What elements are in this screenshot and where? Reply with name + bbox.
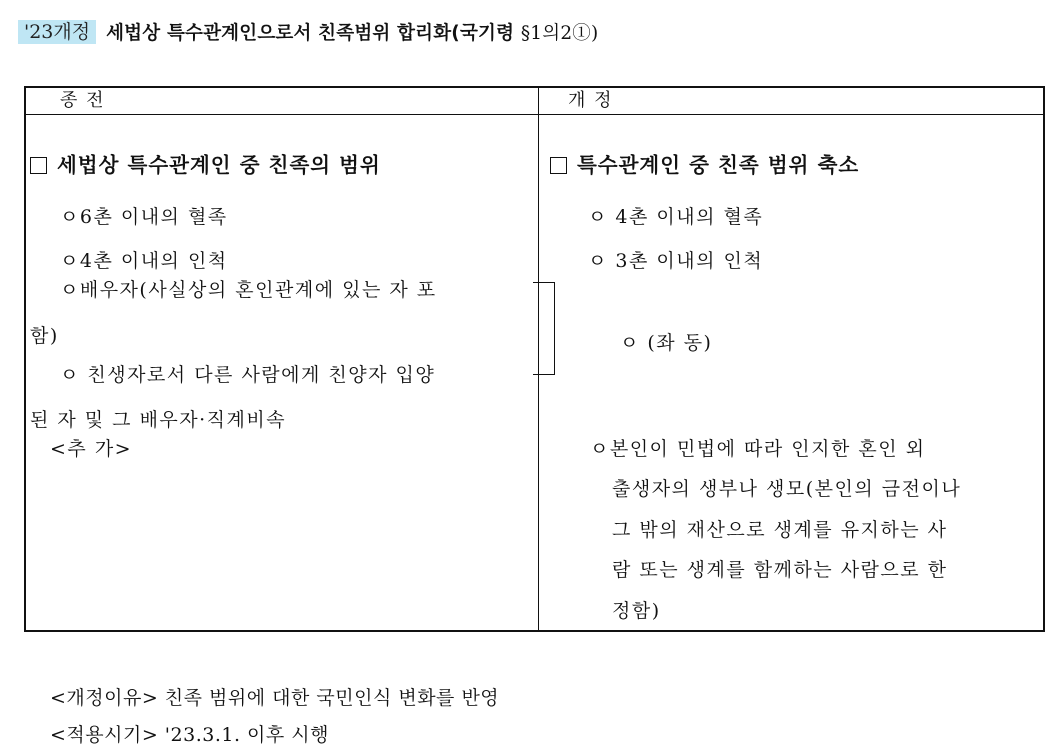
left-item: ㅇ 친생자로서 다른 사람에게 친양자 입양 — [60, 364, 436, 386]
left-item: <추 가> — [50, 438, 133, 460]
checkbox-square-icon — [30, 157, 47, 174]
right-item: 출생자의 생부나 생모(본인의 금전이나 — [612, 478, 962, 500]
title-row — [18, 20, 598, 44]
right-item: ㅇ (좌 동) — [620, 332, 713, 354]
right-heading — [550, 153, 859, 177]
left-item: 함) — [30, 325, 59, 347]
right-item: ㅇ본인이 민법에 따라 인지한 혼인 외 — [590, 438, 926, 460]
title-main: 세법상 특수관계인으로서 친족범위 합리화(국기령 — [106, 23, 521, 44]
right-column-header: 개 정 — [568, 90, 613, 111]
left-heading-text: 세법상 특수관계인 중 친족의 범위 — [57, 153, 381, 177]
comparison-table — [24, 86, 1045, 632]
right-item: ㅇ 4촌 이내의 혈족 — [588, 206, 764, 228]
right-heading-text: 특수관계인 중 친족 범위 축소 — [577, 153, 860, 177]
left-item: ㅇ배우자(사실상의 혼인관계에 있는 자 포 — [60, 279, 437, 301]
header-divider — [26, 114, 1043, 115]
left-column-header: 종 전 — [60, 90, 105, 111]
same-as-left-bracket — [533, 282, 555, 375]
revision-tag: '23개정 — [18, 20, 96, 44]
left-item: ㅇ4촌 이내의 인척 — [60, 250, 228, 272]
right-item: 람 또는 생계를 함께하는 사람으로 한 — [612, 559, 948, 581]
right-item: ㅇ 3촌 이내의 인척 — [588, 250, 764, 272]
page-title — [106, 19, 598, 45]
right-item: 그 밖의 재산으로 생계를 유지하는 사 — [612, 519, 948, 541]
amendment-reason: <개정이유> 친족 범위에 대한 국민인식 변화를 반영 — [50, 687, 500, 709]
right-item: 정함) — [612, 600, 661, 622]
left-item: ㅇ6촌 이내의 혈족 — [60, 206, 228, 228]
effective-date: <적용시기> '23.3.1. 이후 시행 — [50, 724, 329, 746]
left-heading — [30, 153, 381, 177]
checkbox-square-icon — [550, 157, 567, 174]
title-section: §1의2①) — [520, 23, 599, 44]
left-item: 된 자 및 그 배우자·직계비속 — [30, 409, 287, 431]
